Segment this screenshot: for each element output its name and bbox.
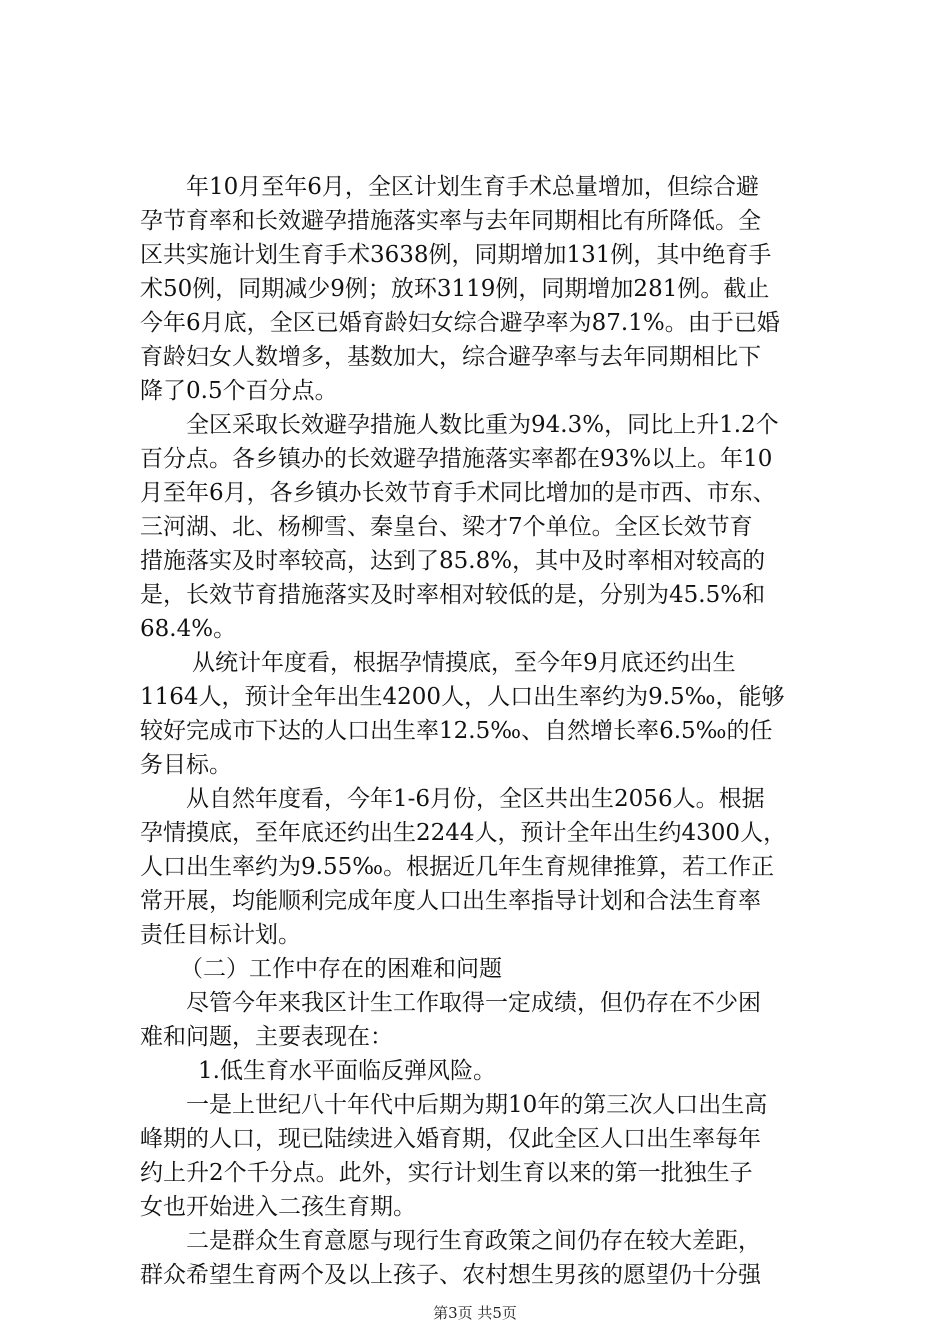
text-line: 年10月至年6月，全区计划生育手术总量增加，但综合避 [186,174,759,200]
text-line: 人口出生率约为9.55‰。根据近几年生育规律推算，若工作正 [140,854,775,880]
text-line: 68.4%。 [140,616,237,642]
text-line: 女也开始进入二孩生育期。 [140,1194,416,1220]
text-line: 约上升2个千分点。此外，实行计划生育以来的第一批独生子 [140,1160,753,1186]
section-heading: （二）工作中存在的困难和问题 [180,956,502,982]
text-line: 二是群众生育意愿与现行生育政策之间仍存在较大差距， [186,1228,761,1254]
body-text [140,170,840,1292]
text-line: 全区采取长效避孕措施人数比重为94.3%，同比上升1.2个 [186,412,779,438]
text-line: 一是上世纪八十年代中后期为期10年的第三次人口出生高 [186,1092,768,1118]
text-line: 是，长效节育措施落实及时率相对较低的是，分别为45.5%和 [140,582,766,608]
text-line: 术50例，同期减少9例；放环3119例，同期增加281例。截止 [140,276,770,302]
text-line: 孕节育率和长效避孕措施落实率与去年同期相比有所降低。全 [140,208,761,234]
text-line: 百分点。各乡镇办的长效避孕措施落实率都在93%以上。年10 [140,446,773,472]
text-line: 三河湖、北、杨柳雪、秦皇台、梁才7个单位。全区长效节育 [140,514,753,540]
list-item-heading: 1.低生育水平面临反弹风险。 [198,1058,496,1084]
text-line: 务目标。 [140,752,232,778]
page-footer: 第3页 共5页 [433,1304,517,1322]
text-line: 峰期的人口，现已陆续进入婚育期，仅此全区人口出生率每年 [140,1126,761,1152]
text-line: 尽管今年来我区计生工作取得一定成绩，但仍存在不少困 [186,990,761,1016]
text-line: 群众希望生育两个及以上孩子、农村想生男孩的愿望仍十分强 [140,1262,761,1288]
text-line: 今年6月底，全区已婚育龄妇女综合避孕率为87.1%。由于已婚 [140,310,780,336]
text-line: 难和问题，主要表现在： [140,1024,393,1050]
text-line: 区共实施计划生育手术3638例，同期增加131例，其中绝育手 [140,242,772,268]
text-line: 从自然年度看，今年1-6月份，全区共出生2056人。根据 [186,786,765,812]
text-line: 孕情摸底，至年底还约出生2244人，预计全年出生约4300人， [140,820,787,846]
text-line: 从统计年度看，根据孕情摸底，至今年9月底还约出生 [192,650,736,676]
text-line: 较好完成市下达的人口出生率12.5‰、自然增长率6.5‰的任 [140,718,773,744]
text-line: 月至年6月，各乡镇办长效节育手术同比增加的是市西、市东、 [140,480,776,506]
text-line: 措施落实及时率较高，达到了85.8%，其中及时率相对较高的 [140,548,766,574]
text-line: 责任目标计划。 [140,922,301,948]
text-line: 常开展，均能顺利完成年度人口出生率指导计划和合法生育率 [140,888,761,914]
text-line: 1164人，预计全年出生4200人，人口出生率约为9.5‰，能够 [140,684,785,710]
text-line: 降了0.5个百分点。 [140,378,338,404]
text-line: 育龄妇女人数增多，基数加大，综合避孕率与去年同期相比下 [140,344,761,370]
